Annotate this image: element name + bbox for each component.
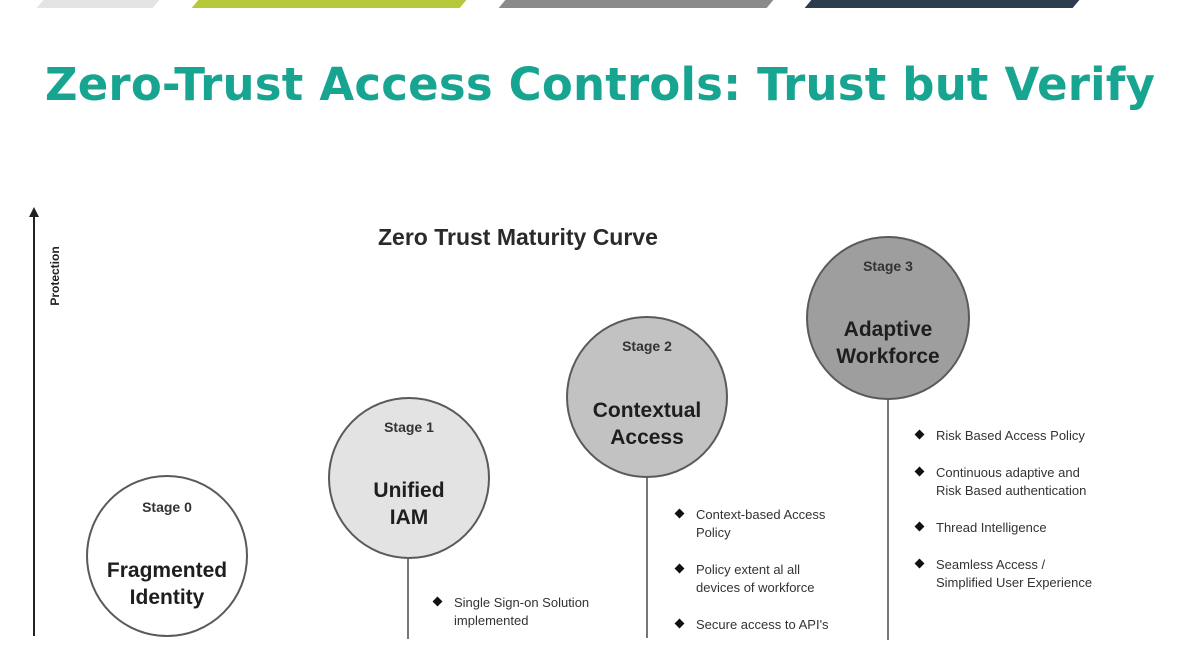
list-item <box>914 519 1134 537</box>
list-item <box>674 506 874 542</box>
list-item <box>914 427 1134 445</box>
diamond-bullet-icon <box>675 619 685 629</box>
stage-1-bullets <box>432 594 632 649</box>
bullet-text: Risk Based Access Policy <box>936 428 1085 443</box>
stage-2-name: Contextual Access <box>592 399 702 449</box>
stage-1-name: Unified IAM <box>373 479 445 529</box>
y-axis-line <box>33 216 35 636</box>
diamond-bullet-icon <box>915 522 925 532</box>
header-bar-navy <box>805 0 1080 8</box>
stage-2-bullets <box>674 506 874 653</box>
diagram-title: Zero Trust Maturity Curve <box>378 224 658 250</box>
stage-0-number: Stage 0 <box>142 499 192 515</box>
stage-2-circle <box>566 316 728 478</box>
stage-1-circle <box>328 397 490 559</box>
bullet-text: Context-based Access Policy <box>696 507 826 540</box>
diamond-bullet-icon <box>433 597 443 607</box>
bullet-text: Single Sign-on Solution implemented <box>454 595 590 628</box>
page-title: Zero-Trust Access Controls: Trust but Verify <box>44 58 1156 111</box>
header-bar-gray <box>499 0 774 8</box>
header-bar-light <box>37 0 160 8</box>
list-item <box>914 464 1134 500</box>
stage-2-stem <box>646 478 648 638</box>
list-item <box>914 556 1134 592</box>
diamond-bullet-icon <box>915 559 925 569</box>
stage-3-stem <box>887 400 889 640</box>
header-bar-lime <box>192 0 467 8</box>
diamond-bullet-icon <box>915 467 925 477</box>
stage-3-name: Adaptive Workforce <box>836 318 940 368</box>
list-item <box>674 561 874 597</box>
diamond-bullet-icon <box>675 509 685 519</box>
y-axis-label: Protection <box>48 246 62 306</box>
bullet-text: Continuous adaptive and Risk Based authentication <box>936 465 1087 498</box>
bullet-text: Thread Intelligence <box>936 520 1047 535</box>
bullet-text: Secure access to API's <box>696 617 829 632</box>
diamond-bullet-icon <box>675 564 685 574</box>
bullet-text: Seamless Access / Simplified User Experience <box>936 557 1093 590</box>
stage-3-bullets <box>914 427 1134 611</box>
stage-2-number: Stage 2 <box>622 338 672 354</box>
stage-3-number: Stage 3 <box>863 258 913 274</box>
diamond-bullet-icon <box>915 430 925 440</box>
stage-0-circle <box>86 475 248 637</box>
list-item <box>432 594 632 630</box>
stage-3-circle <box>806 236 970 400</box>
stage-0-name: Fragmented Identity <box>106 559 228 609</box>
stage-1-number: Stage 1 <box>384 419 434 435</box>
y-axis-arrow-icon <box>29 207 39 217</box>
list-item <box>674 616 874 634</box>
bullet-text: Policy extent al all devices of workforce <box>696 562 815 595</box>
stage-1-stem <box>407 559 409 639</box>
